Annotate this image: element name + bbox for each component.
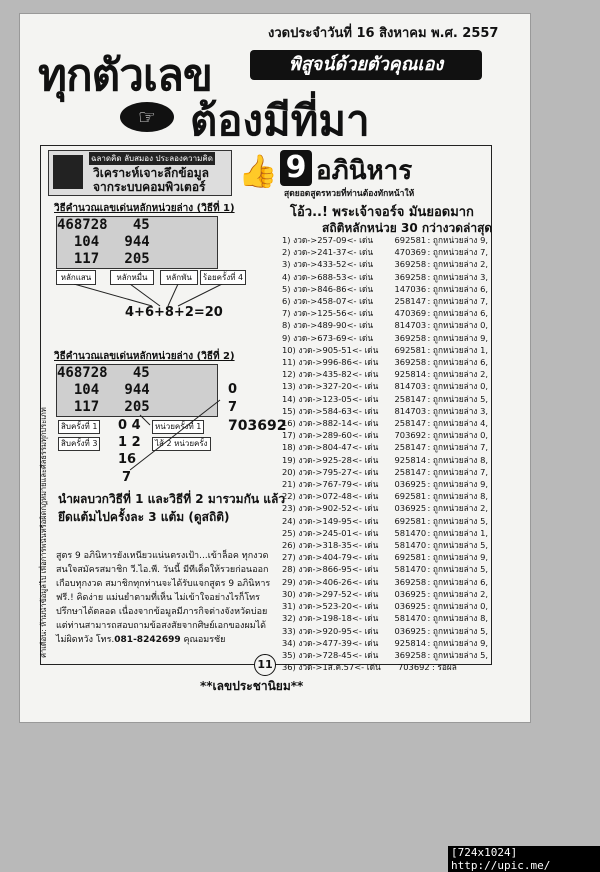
label-ten-thousands: หลักหมื่น (110, 270, 154, 285)
method1-row: 468728 45 (57, 217, 150, 233)
units-box-1: หน่วยครั้งที่ 1 (152, 420, 204, 434)
stats-draw: 26) งวด->318-35<- เด่น (282, 540, 379, 551)
stats-row (282, 588, 488, 600)
stats-number: 147036 (394, 283, 427, 294)
stats-number: 258147 (394, 393, 427, 404)
stats-number: 814703 (394, 381, 427, 392)
stats-draw: 31) งวด->523-20<- เด่น (282, 601, 379, 612)
promo-text (56, 549, 278, 647)
stats-number: 036925 (394, 503, 427, 514)
stats-result: : ถูกหน่วยล่าง 1, (427, 344, 488, 355)
stats-draw: 6) งวด->458-07<- เด่น (282, 296, 374, 307)
stats-draw: 18) งวด->804-47<- เด่น (282, 442, 379, 453)
stats-row (282, 478, 488, 490)
stats-row (282, 576, 488, 588)
stats-number: 581470 (394, 540, 427, 551)
stats-number: 470369 (394, 308, 427, 319)
method1-number-table (56, 216, 218, 269)
result-zero: 0 (228, 382, 238, 397)
stats-result: : ถูกหน่วยล่าง 4, (427, 418, 488, 429)
label-hundreds-4: ร้อยครั้งที่ 4 (200, 270, 246, 285)
stats-result: : ถูกหน่วยล่าง 2, (427, 369, 488, 380)
stats-result: : ถูกหน่วยล่าง 5, (427, 540, 488, 551)
label-thousands: หลักพัน (160, 270, 198, 285)
stats-draw: 29) งวด->406-26<- เด่น (282, 576, 379, 587)
calc-step1: 0 4 (118, 418, 141, 433)
stats-number: 369258 (394, 357, 427, 368)
stats-draw: 12) งวด->435-82<- เด่น (282, 369, 379, 380)
pc-box-line2: วิเคราะห์เจาะลึกข้อมูล (93, 166, 210, 180)
stats-result: : ถูกหน่วยล่าง 8, (427, 613, 488, 624)
stats-result: : ถูกหน่วยล่าง 0, (427, 430, 488, 441)
stats-result: : ถูกหน่วยล่าง 5, (427, 564, 488, 575)
stats-list (282, 234, 488, 673)
stats-result: : ถูกหน่วยล่าง 3, (427, 405, 488, 416)
stats-draw: 9) งวด->673-69<- เด่น (282, 332, 374, 343)
stats-result: : ถูกหน่วยล่าง 9, (427, 552, 488, 563)
side-disclaimer-text: คำเตือน: ห้ามนำข้อมูลไป เพื่อการพนันหรือผิดกฎหมายและศีลธรรมทุกประเภท (39, 407, 48, 658)
pc-box-line3: จากระบบคอมพิวเตอร์ (93, 180, 206, 194)
method2-row: 104 944 (57, 382, 150, 398)
stats-row (282, 625, 488, 637)
stats-draw: 33) งวด->920-95<- เด่น (282, 625, 379, 636)
stats-number: 369258 (394, 576, 427, 587)
stats-row (282, 234, 488, 246)
stats-row (282, 454, 488, 466)
stats-row (282, 332, 488, 344)
stats-draw: 14) งวด->123-05<- เด่น (282, 393, 379, 404)
stats-result: : ถูกหน่วยล่าง 6, (427, 308, 488, 319)
stats-row (282, 441, 488, 453)
stats-result: : ถูกหน่วยล่าง 0, (427, 601, 488, 612)
stats-result: : ถูกหน่วยล่าง 9, (427, 332, 488, 343)
stats-number: 925814 (394, 454, 427, 465)
headline-line2: ต้องมีที่มา (190, 96, 370, 145)
stats-result: : ถูกหน่วยล่าง 9, (427, 479, 488, 490)
stats-draw: 15) งวด->584-63<- เด่น (282, 405, 379, 416)
stats-title: สถิติหลักหน่วย 30 กว่างวดล่าสุด (322, 221, 493, 235)
tens-box-3: สิบครั้งที่ 3 (58, 437, 100, 451)
stats-result: : ถูกหน่วยล่าง 7, (427, 247, 488, 258)
result-seven: 7 (228, 400, 238, 415)
stats-result: : ถูกหน่วยล่าง 2, (427, 588, 488, 599)
stats-number: 258147 (394, 296, 427, 307)
method2-row: 468728 45 (57, 365, 150, 381)
stats-result: : ถูกหน่วยล่าง 7, (427, 296, 488, 307)
calc-step4: 7 (122, 470, 132, 485)
stats-result: : ถูกหน่วยล่าง 5, (427, 393, 488, 404)
stats-draw: 25) งวด->245-01<- เด่น (282, 527, 379, 538)
stats-row (282, 661, 488, 673)
method1-row: 104 944 (57, 234, 150, 250)
stats-result: : ถูกหน่วยล่าง 2, (427, 259, 488, 270)
stats-result: : ถูกหน่วยล่าง 6, (427, 357, 488, 368)
calc-step3: 16 (118, 452, 137, 467)
stats-row (282, 295, 488, 307)
stats-draw: 27) งวด->404-79<- เด่น (282, 552, 379, 563)
stats-number: 814703 (394, 320, 427, 331)
stats-result: : ถูกหน่วยล่าง 7, (427, 466, 488, 477)
stats-number: 925814 (394, 369, 427, 380)
stats-draw: 2) งวด->241-37<- เด่น (282, 247, 374, 258)
stats-row (282, 246, 488, 258)
stats-number: 692581 (394, 552, 427, 563)
stats-number: 581470 (394, 613, 427, 624)
method1-title: วิธีคำนวณเลขเด่นหลักหน่วยล่าง (วิธีที่ 1) (54, 203, 235, 214)
stats-number: 703692 (394, 430, 427, 441)
stats-row (282, 417, 488, 429)
brand-subtitle: สุดยอดสูตรหวยที่ท่านต้องทักหน้าให้ (284, 189, 415, 199)
stats-number: 258147 (394, 418, 427, 429)
promo-phone: 081-8242699 (114, 635, 181, 645)
stats-draw: 32) งวด->198-18<- เด่น (282, 613, 379, 624)
stats-number: 036925 (394, 588, 427, 599)
stats-draw: 5) งวด->846-86<- เด่น (282, 283, 374, 294)
tens-box-1: สิบครั้งที่ 1 (58, 420, 100, 434)
stats-draw: 20) งวด->795-27<- เด่น (282, 466, 379, 477)
stats-result: : ถูกหน่วยล่าง 5, (427, 649, 488, 660)
method2-row: 117 205 (57, 399, 150, 415)
headline-line1: ทุกตัวเลข (38, 50, 213, 101)
stats-number: 470369 (394, 247, 427, 258)
stats-row (282, 380, 488, 392)
stats-result: : ถูกหน่วยล่าง 6, (427, 576, 488, 587)
stats-draw: 1) งวด->257-09<- เด่น (282, 235, 374, 245)
stats-draw: 24) งวด->149-95<- เด่น (282, 515, 379, 526)
stats-number: 581470 (394, 527, 427, 538)
stats-row (282, 612, 488, 624)
stats-number: 814703 (394, 405, 427, 416)
stats-draw: 4) งวด->688-53<- เด่น (282, 271, 374, 282)
stats-row (282, 527, 488, 539)
stats-row (282, 405, 488, 417)
stats-row (282, 258, 488, 270)
stats-number: 369258 (394, 259, 427, 270)
stats-result: : ถูกหน่วยล่าง 9, (427, 235, 488, 245)
stats-row (282, 600, 488, 612)
stats-number: 369258 (394, 649, 427, 660)
stats-number: 036925 (394, 625, 427, 636)
stats-number: 036925 (394, 601, 427, 612)
stats-number: 692581 (394, 344, 427, 355)
issue-date: งวดประจำวันที่ 16 สิงหาคม พ.ศ. 2557 (268, 26, 499, 41)
summary-text: นำผลบวกวิธีที่ 1 และวิธีที่ 2 มารวมกัน แล้วยึดแต้มไปครั้งละ 3 แต้ม (ดูสถิติ) (58, 492, 286, 524)
pc-box-tagline: ฉลาดคิด ลับสมอง ประลองความคิด (91, 154, 213, 163)
stats-row (282, 637, 488, 649)
stats-number: 692581 (394, 235, 427, 245)
stats-number: 692581 (394, 491, 427, 502)
stats-draw: 34) งวด->477-39<- เด่น (282, 637, 379, 648)
stats-result: : ถูกหน่วยล่าง 1, (427, 527, 488, 538)
stats-row (282, 283, 488, 295)
stats-draw: 16) งวด->882-14<- เด่น (282, 418, 379, 429)
stats-draw: 28) งวด->866-95<- เด่น (282, 564, 379, 575)
stats-row (282, 271, 488, 283)
stats-result: : ถูกหน่วยล่าง 5, (427, 625, 488, 636)
side-disclaimer (36, 300, 50, 660)
stats-number: 369258 (394, 332, 427, 343)
brand-name: อภินิหาร (316, 156, 413, 186)
stats-number: 692581 (394, 515, 427, 526)
stats-row (282, 490, 488, 502)
stats-number: 925814 (394, 637, 427, 648)
stats-row (282, 466, 488, 478)
stats-row (282, 539, 488, 551)
stats-row (282, 551, 488, 563)
stats-number: 258147 (394, 466, 427, 477)
units-box-2: ไส้ 2 หน่วยครั้ง (152, 437, 211, 451)
method2-title: วิธีคำนวณเลขเด่นหลักหน่วยล่าง (วิธีที่ 2) (54, 351, 235, 362)
stats-row (282, 368, 488, 380)
stats-result: : ถูกหน่วยล่าง 7, (427, 442, 488, 453)
stats-row (282, 344, 488, 356)
banner (250, 50, 482, 80)
footer-title: **เลขประชานิยม** (200, 679, 304, 693)
stats-row (282, 515, 488, 527)
stats-draw: 10) งวด->905-51<- เด่น (282, 344, 379, 355)
stats-draw: 13) งวด->327-20<- เด่น (282, 381, 379, 392)
stats-result: : รอผล (432, 662, 457, 673)
stats-draw: 23) งวด->902-52<- เด่น (282, 503, 379, 514)
method2-result: 703692 (228, 418, 287, 434)
computer-analysis-box (48, 150, 232, 196)
stats-result: : ถูกหน่วยล่าง 6, (427, 283, 488, 294)
stats-headline: โอ้ว..! พระเจ้าจอร์จ มันยอดมาก (290, 205, 474, 220)
stats-number: 581470 (394, 564, 427, 575)
stats-row (282, 649, 488, 661)
page-number: 11 (254, 654, 276, 676)
stats-draw: 36) งวด->1ส.ค.57<- เด่น (282, 662, 381, 673)
stats-row (282, 429, 488, 441)
stats-draw: 17) งวด->289-60<- เด่น (282, 430, 379, 441)
stats-result: : ถูกหน่วยล่าง 3, (427, 271, 488, 282)
stats-draw: 8) งวด->489-90<- เด่น (282, 320, 374, 331)
stats-number: 369258 (394, 271, 427, 282)
stats-row (282, 502, 488, 514)
promo-body: สูตร 9 อภินิหารยังเหนียวแน่นตรงเป้า...เข้าล็อค ทุกงวด สนใจสมัครสมาชิก วี.ไอ.พี. วันนี้ มีทีเด็ดให้รวยก่อนออก เกือบทุกงวด สมาชิกทุกท่านจะได้รับแจกสูตร 9 อภินิหาร ฟรี.! คิดง่าย แม่นยำตามที่เห็น ไม่เข้าใจอย่างไรก็โทร ปรึกษาได้ตลอด เนื่องจากข้อมูลมีภารกิจต่างจังหวัดบ่อย แต่ท่านสามารถสอบถามข้อสงสัยจากศิษย์เอกของผมได้ ไม่ผิดหวัง โทร. (56, 551, 271, 645)
method1-sum: 4+6+8+2=20 (125, 305, 223, 320)
stats-draw: 7) งวด->125-56<- เด่น (282, 308, 374, 319)
thumbs-up-icon: 👍 (238, 152, 278, 190)
banner-text: พิสูจน์ด้วยตัวคุณเอง (288, 54, 444, 75)
stats-draw: 19) งวด->925-28<- เด่น (282, 454, 379, 465)
stats-number: 036925 (394, 479, 427, 490)
method1-row: 117 205 (57, 251, 150, 267)
stats-row (282, 393, 488, 405)
stats-draw: 3) งวด->433-52<- เด่น (282, 259, 374, 270)
method2-connectors (120, 395, 240, 475)
brand-nine-logo: 9 (280, 150, 312, 186)
stats-draw: 22) งวด->072-48<- เด่น (282, 491, 379, 502)
stats-draw: 35) งวด->728-45<- เด่น (282, 649, 379, 660)
stats-result: : ถูกหน่วยล่าง 8, (427, 454, 488, 465)
pointing-hand-icon: ☞ (120, 102, 174, 132)
promo-signature: คุณอมรชัย (183, 635, 226, 645)
stats-draw: 30) งวด->297-52<- เด่น (282, 588, 379, 599)
stats-draw: 21) งวด->767-79<- เด่น (282, 479, 379, 490)
stats-result: : ถูกหน่วยล่าง 2, (427, 503, 488, 514)
calc-step2: 1 2 (118, 435, 141, 450)
stats-result: : ถูกหน่วยล่าง 5, (427, 515, 488, 526)
stats-row (282, 563, 488, 575)
stats-result: : ถูกหน่วยล่าง 9, (427, 637, 488, 648)
stats-result: : ถูกหน่วยล่าง 8, (427, 491, 488, 502)
stats-row (282, 356, 488, 368)
stats-number: 258147 (394, 442, 427, 453)
stats-row (282, 319, 488, 331)
stats-result: : ถูกหน่วยล่าง 0, (427, 320, 488, 331)
computer-icon (53, 155, 83, 189)
image-credit: [724x1024] http://upic.me/ (448, 846, 600, 872)
stats-result: : ถูกหน่วยล่าง 0, (427, 381, 488, 392)
stats-row (282, 307, 488, 319)
label-hundred-thousands: หลักแสน (56, 270, 96, 285)
stats-number: 703692 (398, 662, 430, 673)
stats-draw: 11) งวด->996-86<- เด่น (282, 357, 379, 368)
